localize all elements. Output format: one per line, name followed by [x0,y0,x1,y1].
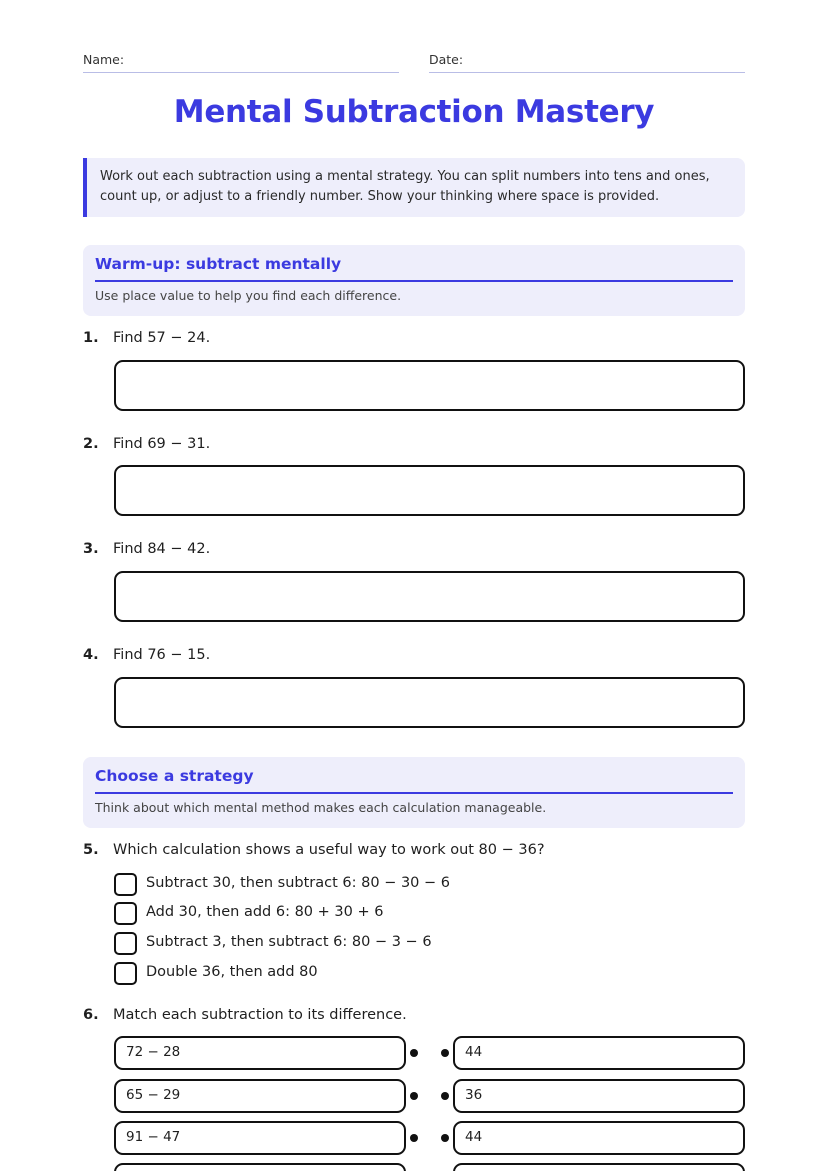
date-label: Date: [429,52,464,67]
name-field[interactable] [83,52,399,73]
section-title: Warm-up: subtract mentally [95,255,733,282]
question-text: Match each subtraction to its difference. [113,1007,407,1023]
answer-box-4[interactable] [114,677,745,728]
worksheet-title: Mental Subtraction Mastery [173,94,655,130]
answer-box-2[interactable] [114,465,745,516]
option-d[interactable] [114,962,514,985]
section-subtitle: Think about which mental method makes each calculation manageable. [95,800,547,815]
question-number: 1. [83,330,99,346]
match-row [114,1079,745,1113]
question-text: Find 57 − 24. [113,330,211,346]
checkbox[interactable] [114,932,137,955]
match-right-box[interactable] [453,1163,745,1171]
match-right-box[interactable]: 44 [453,1036,745,1070]
checkbox[interactable] [114,962,137,985]
question-number: 3. [83,541,99,557]
section-choose-strategy [83,757,745,828]
checkbox[interactable] [114,873,137,896]
option-label: Subtract 3, then subtract 6: 80 − 3 − 6 [146,934,432,950]
option-c[interactable] [114,932,514,955]
connector-dot[interactable] [410,1092,418,1100]
match-right-box[interactable]: 44 [453,1121,745,1155]
question-number: 6. [83,1007,99,1023]
student-info-row [83,52,745,74]
connector-dot[interactable] [410,1134,418,1142]
match-left-box[interactable]: 72 − 28 [114,1036,406,1070]
connector-dot[interactable] [441,1049,449,1057]
match-left-box[interactable]: 91 − 47 [114,1121,406,1155]
match-row [114,1121,745,1155]
option-label: Add 30, then add 6: 80 + 30 + 6 [146,904,384,920]
question-text: Find 84 − 42. [113,541,211,557]
connector-dot[interactable] [441,1134,449,1142]
option-label: Subtract 30, then subtract 6: 80 − 30 − 6 [146,875,450,891]
match-left-box[interactable] [114,1163,406,1171]
question-text: Which calculation shows a useful way to work out 80 − 36? [113,842,545,858]
question-text: Find 76 − 15. [113,647,211,663]
option-label: Double 36, then add 80 [146,964,318,980]
instructions-box: Work out each subtraction using a mental strategy. You can split numbers into tens and ones, count up, or adjust to a friendly number. Show your thinking where space is provided. [83,158,745,217]
match-row [114,1036,745,1070]
match-row [114,1163,745,1171]
name-label: Name: [83,52,125,67]
checkbox[interactable] [114,902,137,925]
section-warm-up [83,245,745,316]
date-field[interactable] [429,52,745,73]
question-text: Find 69 − 31. [113,436,211,452]
option-a[interactable] [114,873,514,896]
question-number: 4. [83,647,99,663]
section-title: Choose a strategy [95,767,733,794]
question-number: 5. [83,842,99,858]
answer-box-1[interactable] [114,360,745,411]
connector-dot[interactable] [410,1049,418,1057]
option-b[interactable] [114,902,514,925]
section-subtitle: Use place value to help you find each difference. [95,288,402,303]
answer-box-3[interactable] [114,571,745,622]
match-right-box[interactable]: 36 [453,1079,745,1113]
question-number: 2. [83,436,99,452]
match-left-box[interactable]: 65 − 29 [114,1079,406,1113]
connector-dot[interactable] [441,1092,449,1100]
